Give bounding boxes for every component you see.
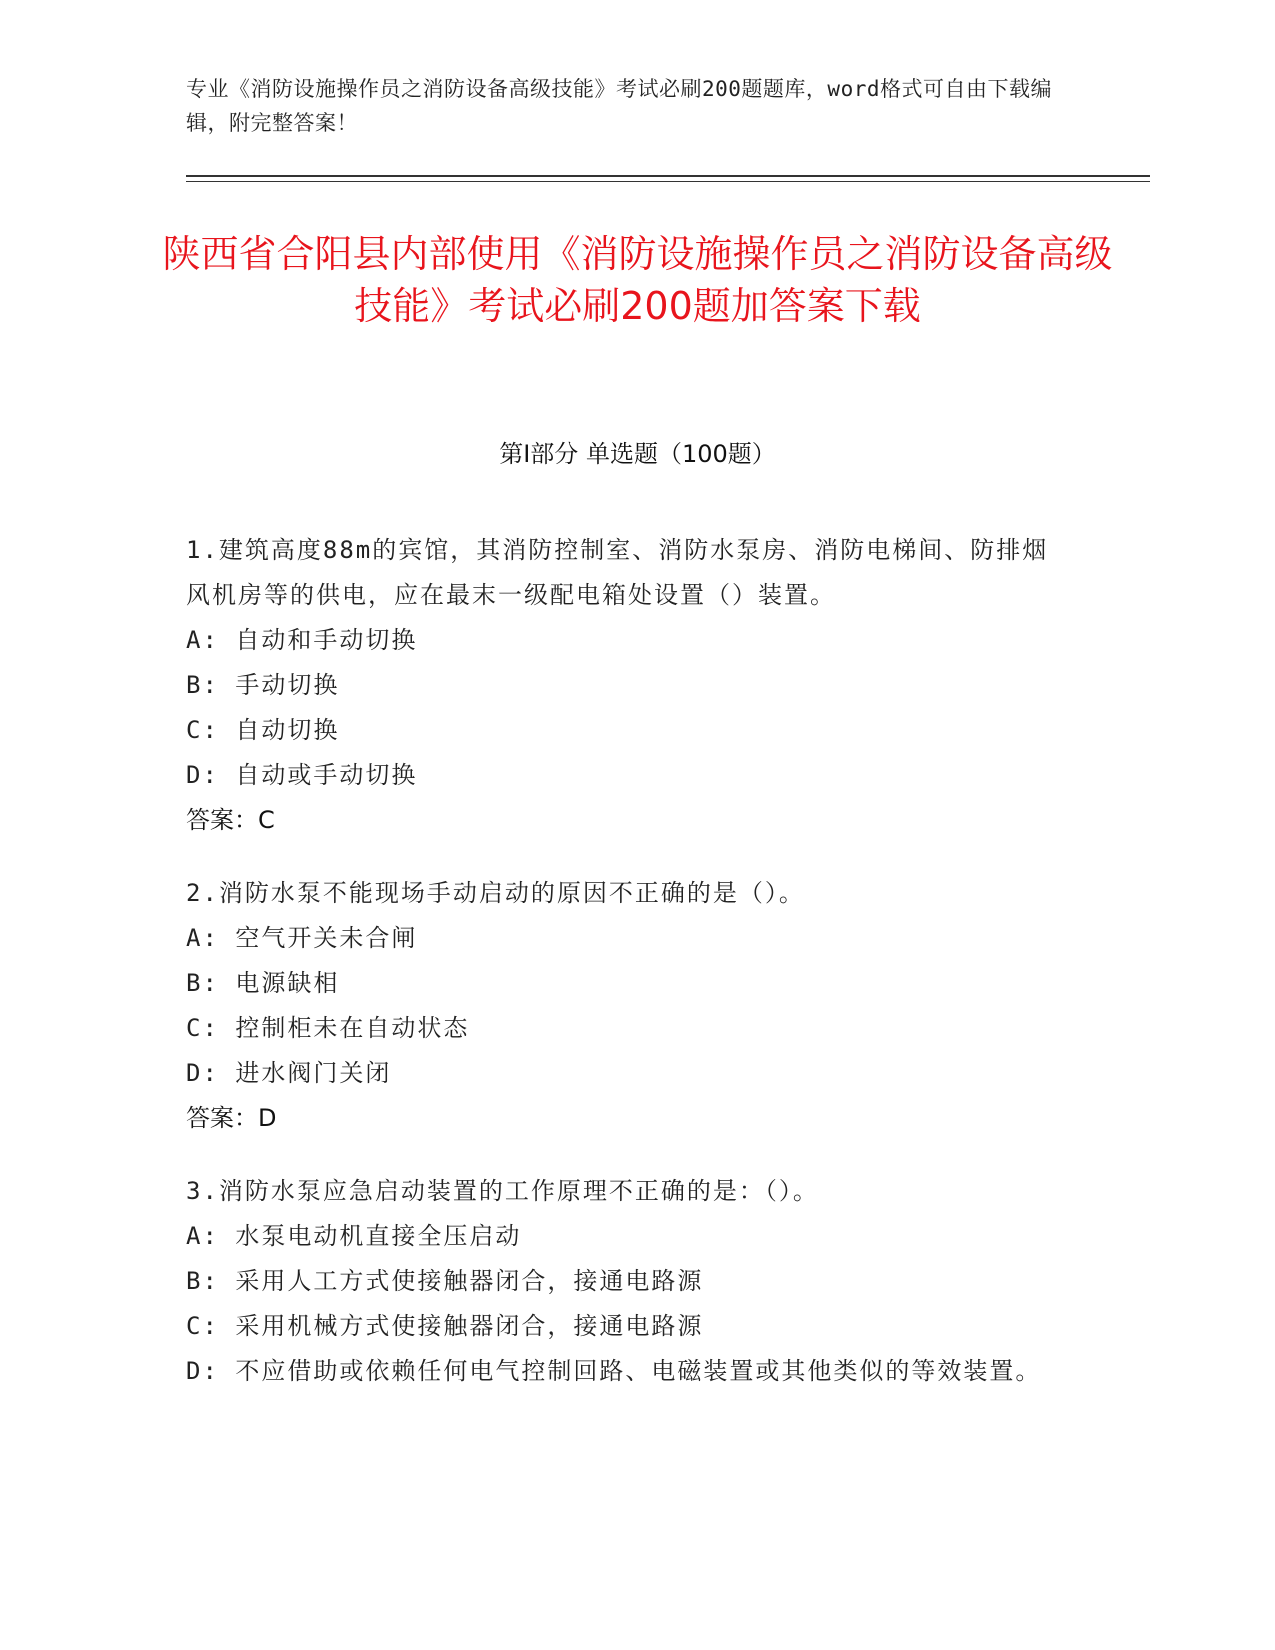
header-divider-thin bbox=[186, 181, 1150, 182]
section-title: 第Ⅰ部分 单选题（100题） bbox=[499, 440, 776, 468]
option-c: C: 采用机械方式使接触器闭合，接通电路源 bbox=[186, 1312, 704, 1340]
option-a: A: 水泵电动机直接全压启动 bbox=[186, 1222, 522, 1250]
option-a: A: 空气开关未合闸 bbox=[186, 924, 418, 952]
option-c: C: 控制柜未在自动状态 bbox=[186, 1014, 470, 1042]
option-d: D: 不应借助或依赖任何电气控制回路、电磁装置或其他类似的等效装置。 bbox=[186, 1357, 1042, 1385]
header-note: 专业《消防设施操作员之消防设备高级技能》考试必刷200题题库，word格式可自由下载编辑，附完整答案！ bbox=[186, 77, 1052, 135]
question-text: 1.建筑高度88m的宾馆，其消防控制室、消防水泵房、消防电梯间、防排烟风机房等的供电，应在最末一级配电箱处设置（）装置。 bbox=[186, 536, 1049, 609]
question-3 bbox=[186, 1169, 1066, 1394]
option-c: C: 自动切换 bbox=[186, 716, 340, 744]
question-text: 3.消防水泵应急启动装置的工作原理不正确的是：（）。 bbox=[186, 1177, 819, 1205]
header-divider-thick bbox=[186, 175, 1150, 177]
question-2 bbox=[186, 871, 1066, 1141]
option-d: D: 进水阀门关闭 bbox=[186, 1059, 392, 1087]
option-b: B: 手动切换 bbox=[186, 671, 340, 699]
option-b: B: 采用人工方式使接触器闭合，接通电路源 bbox=[186, 1267, 704, 1295]
answer: 答案：D bbox=[186, 1104, 277, 1132]
question-text: 2.消防水泵不能现场手动启动的原因不正确的是（）。 bbox=[186, 879, 805, 907]
document-title: 陕西省合阳县内部使用《消防设施操作员之消防设备高级技能》考试必刷200题加答案下载 bbox=[162, 232, 1113, 328]
question-1 bbox=[186, 528, 1066, 843]
option-a: A: 自动和手动切换 bbox=[186, 626, 418, 654]
answer: 答案：C bbox=[186, 806, 275, 834]
option-d: D: 自动或手动切换 bbox=[186, 761, 418, 789]
option-b: B: 电源缺相 bbox=[186, 969, 340, 997]
question-list bbox=[186, 528, 1066, 1422]
